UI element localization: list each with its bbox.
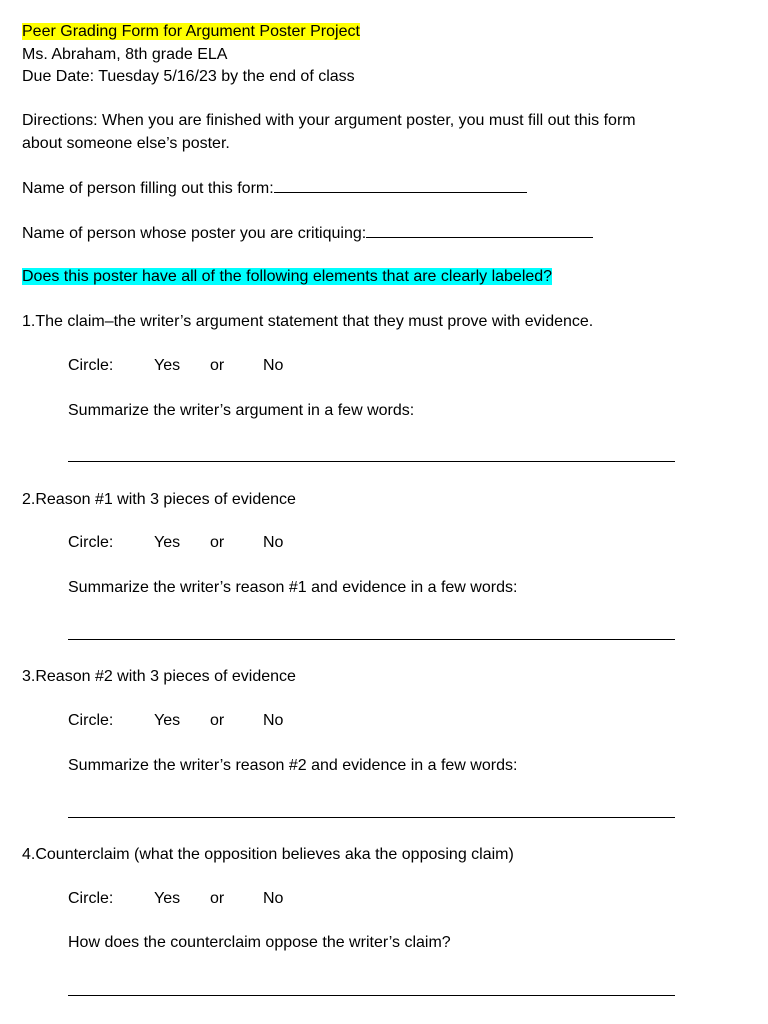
circle-label: Circle: [68,534,114,551]
summary-prompt: How does the counterclaim oppose the writer’s claim? [68,934,451,951]
circle-label: Circle: [68,712,114,729]
filler-name-field [22,177,527,200]
answer-line[interactable] [68,639,675,640]
or-text: or [210,890,225,907]
circle-label: Circle: [68,357,114,374]
answer-line[interactable] [68,461,675,462]
yes-option[interactable]: Yes [154,534,181,551]
directions-line-1: Directions: When you are finished with your argument poster, you must fill out this form [22,112,636,129]
item-heading: 2.Reason #1 with 3 pieces of evidence [22,491,296,508]
form-title: Peer Grading Form for Argument Poster Project [22,23,360,40]
item-heading: 3.Reason #2 with 3 pieces of evidence [22,668,296,685]
no-option[interactable]: No [263,357,284,374]
no-option[interactable]: No [263,534,284,551]
summary-prompt: Summarize the writer’s reason #2 and evidence in a few words: [68,757,518,774]
no-option[interactable]: No [263,890,284,907]
or-text: or [210,534,225,551]
critiqued-name-label: Name of person whose poster you are critiquing: [22,225,367,242]
directions-line-2: about someone else’s poster. [22,135,230,152]
no-option[interactable]: No [263,712,284,729]
circle-label: Circle: [68,890,114,907]
summary-prompt: Summarize the writer’s argument in a few words: [68,402,415,419]
yes-option[interactable]: Yes [154,712,181,729]
critiqued-name-field [22,222,593,245]
summary-prompt: Summarize the writer’s reason #1 and evidence in a few words: [68,579,518,596]
item-heading: 4.Counterclaim (what the opposition believes aka the opposing claim) [22,846,514,863]
circle-row [68,532,368,554]
elements-prompt: Does this poster have all of the following elements that are clearly labeled? [22,268,553,285]
answer-line[interactable] [68,817,675,818]
item-heading: 1.The claim–the writer’s argument statement that they must prove with evidence. [22,313,594,330]
due-date: Due Date: Tuesday 5/16/23 by the end of class [22,68,355,85]
answer-line[interactable] [68,995,675,996]
or-text: or [210,357,225,374]
critiqued-name-blank[interactable] [366,222,593,238]
filler-name-blank[interactable] [274,177,527,193]
filler-name-label: Name of person filling out this form: [22,180,274,197]
circle-row [68,888,368,910]
or-text: or [210,712,225,729]
circle-row [68,355,368,377]
yes-option[interactable]: Yes [154,357,181,374]
teacher-line: Ms. Abraham, 8th grade ELA [22,46,228,63]
yes-option[interactable]: Yes [154,890,181,907]
circle-row [68,710,368,732]
